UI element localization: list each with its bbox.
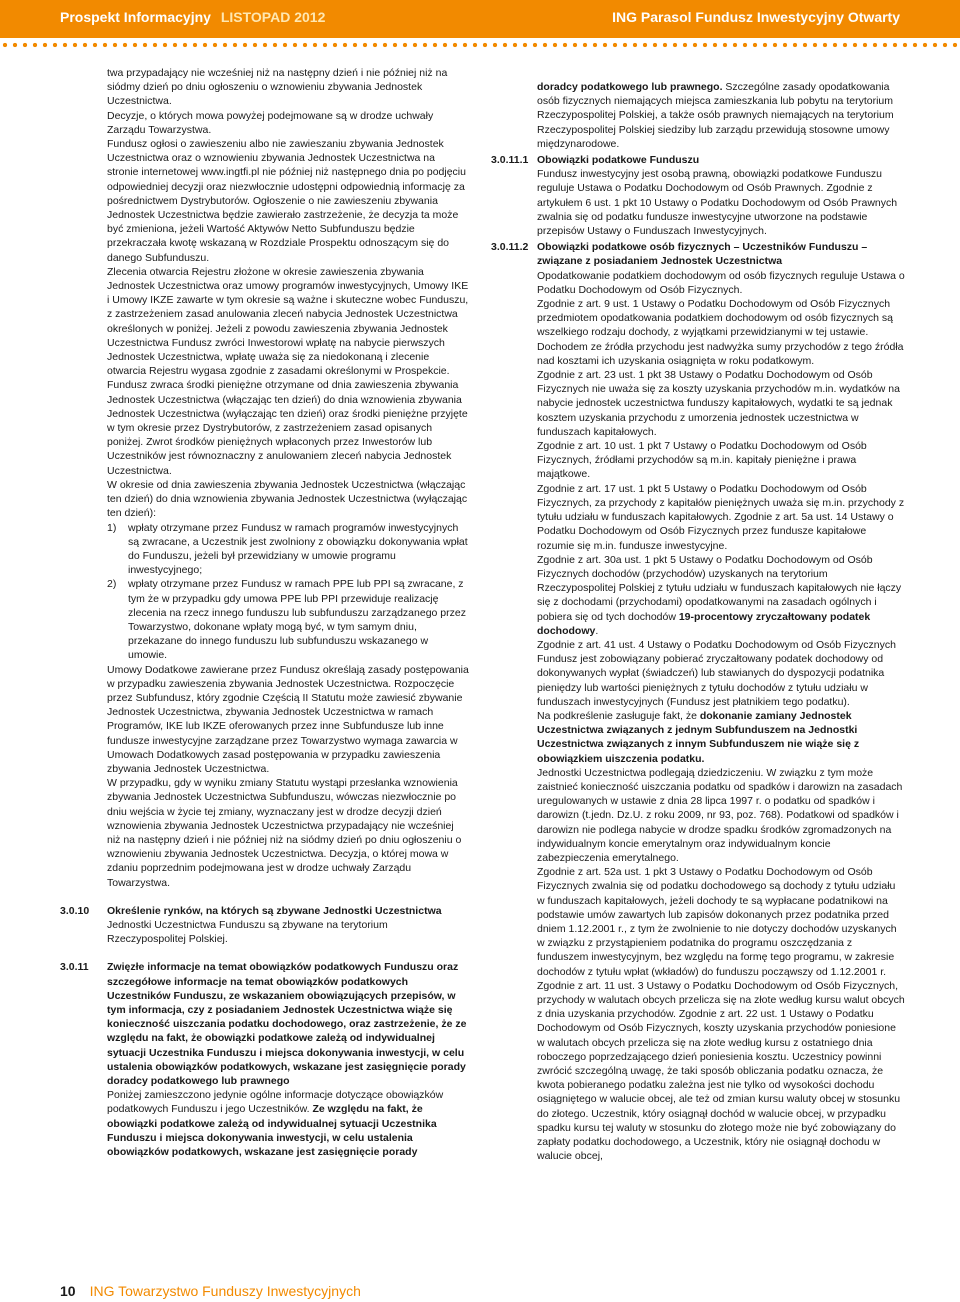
header-left xyxy=(60,9,325,25)
paragraph: Decyzje, o których mowa powyżej podejmowane są w drodze uchwały Zarządu Towarzystwa. xyxy=(107,109,434,136)
paragraph-text: Na podkreślenie zasługuje fakt, że xyxy=(537,709,700,722)
page-number: 10 xyxy=(60,1283,76,1299)
paragraph xyxy=(537,553,905,638)
list-number: 1) xyxy=(107,521,117,534)
list-item xyxy=(107,521,469,578)
paragraph: Zgodnie z art. 52a ust. 1 pkt 3 Ustawy o Podatku Dochodowym od Osób Fizycznych zwalnia się od podatku dochodowego są dochody z tytułu udziału w funduszach kapitałowych, jeżeli dochody te są wypłacane podatnikowi na podstawie umów zawartych lub zapisów dokonanych przez podatnika przed dniem 1.12.2001 r., z tym że zwolnienie to nie dotyczy dochodów uzyskanych w związku z przystąpieniem podatnika do programu oszczędzania z funduszem inwestycyjnym, bez względu na formę tego programu, w zakresie dochodów z tytułu wpłat (wkładów) do funduszu począwszy od 1.12.2001 r. xyxy=(537,866,897,978)
section-3-0-11-2 xyxy=(491,240,905,1163)
section-heading: Zwięzłe informacje na temat obowiązków podatkowych Funduszu oraz szczegółowe informacje na temat obowiązków podatkowych Uczestników Funduszu, ze wskazaniem obowiązujących przepisów, w tym informacja, czy z posiadaniem Jednostek Uczestnictwa wiąże się konieczność uiszczania podatku dochodowego, oraz zastrzeżenie, że ze względu na fakt, że obowiązki podatkowe zależą od indywidualnej sytuacji Uczestnika Funduszu i miejsca dokonywania inwestycji, w celu ustalenia obowiązków podatkowych, wskazane jest zasięgnięcie porady doradcy podatkowego lub prawnego xyxy=(107,961,467,1088)
section-number: 3.0.11.2 xyxy=(491,241,529,254)
section-body: Jednostki Uczestnictwa Funduszu są zbywane na terytorium Rzeczypospolitej Polskiej. xyxy=(107,918,388,946)
paragraph-bold: doradcy podatkowego lub prawnego. xyxy=(537,81,723,93)
section-heading: Określenie rynków, na których są zbywane Jednostki Uczestnictwa xyxy=(107,904,442,917)
section-body-bold: Ze względu na fakt, że obowiązki podatkowe zależą od indywidualnej sytuacji Uczestnika Funduszu i miejsca dokonywania inwestycji, w celu ustalenia obowiązków podatkowych, wskazane jest zasięgnięcie porady xyxy=(107,1103,437,1159)
section-number: 3.0.10 xyxy=(60,904,90,917)
paragraph: Zgodnie z art. 41 ust. 4 Ustawy o Podatku Dochodowym od Osób Fizycznych Fundusz jest zobowiązany pobierać zryczałtowany podatek dochodowy od dokonywanych wypłat (świadczeń) lub stawianych do dyspozycji podatnika pieniędzy lub wartości pieniężnych z tytułu dochodów z tytułu udziału w funduszach inwestycyjnych (Fundusz jest płatnikiem tego podatku). xyxy=(537,638,896,708)
dotted-divider xyxy=(0,40,960,50)
section-heading: Obowiązki podatkowe osób fizycznych – Uczestników Funduszu – związane z posiadaniem Jednostek Uczestnictwa xyxy=(537,241,868,268)
list-number: 2) xyxy=(107,578,117,591)
prospekt-title: Prospekt Informacyjny xyxy=(60,9,211,25)
paragraph: Umowy Dodatkowe zawierane przez Fundusz określają zasady postępowania w przypadku zawieszenia zbywania Jednostek Uczestnictwa. Rozpoczęcie przez Subfundusz, który zgodnie Częścią II Statutu może zawiesić zbywanie Jednostek Uczestnictwa, zbywania Jednostek Uczestnictwa w ramach Programów, IKE lub IKZE oferowanych przez inne Subfundusze lub inne fundusze inwestycyjne zarządzane przez Towarzystwo wymaga zawarcia w Umowach Dodatkowych zasad postępowania w przypadku zawieszenia zbywania Jednostek Uczestnictwa. xyxy=(107,663,469,775)
paragraph xyxy=(537,709,905,766)
paragraph-bold: dokonanie zamiany Jednostek Uczestnictwa związanych z jednym Subfunduszem na Jednostki Uczestnictwa związanych z innym Subfunduszem nie wiąże się z obowiązkiem uiszczenia podatku. xyxy=(537,709,860,765)
paragraph: W okresie od dnia zawieszenia zbywania Jednostek Uczestnictwa (włączając ten dzień) do dnia wznowienia zbywania Jednostek Uczestnictwa (wyłączając ten dzień): xyxy=(107,478,468,520)
section-number: 3.0.11.1 xyxy=(491,154,529,167)
section-body-text: Poniżej zamieszczono jedynie ogólne informacje dotyczące obowiązków podatkowych Funduszu i jego Uczestników. xyxy=(107,1089,444,1116)
prospekt-date: LISTOPAD 2012 xyxy=(220,9,326,25)
paragraph: Zlecenia otwarcia Rejestru złożone w okresie zawieszenia zbywania Jednostek Uczestnictwa oraz umowy programów inwestycyjnych, Umowy IKE i Umowy IKZE zawarte w tym okresie są ważne i skuteczne wobec Funduszu, z zastrzeżeniem zasad anulowania zleceń nabycia Jednostek Uczestnictwa określonych w poniżej. Jeżeli z powodu zawieszenia zbywania Jednostek Uczestnictwa Fundusz zwróci Inwestorowi wpłatę na nabycie pierwszych Jednostek Uczestnictwa, wpłatę uważa się za niedokonaną i zlecenie otwarcia Rejestru wygasa zgodnie z zasadami określonymi w Prospekcie. xyxy=(107,265,469,378)
section-3-0-11 xyxy=(60,960,469,1159)
paragraph-text: Szczególne zasady opodatkowania osób fizycznych niemających miejsca zamieszkania lub pobytu na terytorium Rzeczypospolitej Polskiej, a także osób prawnych niemających na terytorium Rzeczypospolitej Polskiej siedziby lub zarządu przewidują stosowne umowy międzynarodowe. xyxy=(537,81,894,150)
left-column xyxy=(60,66,469,1159)
paragraph: Jednostki Uczestnictwa podlegają dziedziczeniu. W związku z tym może zaistnieć konieczność uiszczania podatku od spadków i darowizn na zasadach uregulowanych w ustawie z dnia 28 lipca 1997 r. o podatku od spadków i darowizn (t.jedn. Dz.U. z roku 2009, nr 93, poz. 768). Podatkowi od spadków i darowizn nie podlega nabycie w drodze spadku środków zgromadzonych na indywidualnym koncie emerytalnym oraz indywidualnym koncie zabezpieczenia emerytalnego. xyxy=(537,766,903,864)
section-heading: Obowiązki podatkowe Funduszu xyxy=(537,154,700,167)
paragraph-end: . xyxy=(595,624,599,637)
section-body: Fundusz inwestycyjny jest osobą prawną, obowiązki podatkowe Funduszu reguluje Ustawa o Podatku Dochodowym od Osób Prawnych. Zgodnie z artykułem 6 ust. 1 pkt 10 Ustawy o Podatku Dochodowym od Osób Prawnych zwalnia się od podatku fundusze inwestycyjne utworzone na podstawie przepisów Ustawy o Funduszach Inwestycyjnych. xyxy=(537,168,898,238)
section-3-0-10 xyxy=(60,904,469,947)
list-item xyxy=(107,577,469,662)
list-text: wpłaty otrzymane przez Fundusz w ramach PPE lub PPI są zwracane, z tym że w przypadku gdy umowa PPE lub PPI przewiduje realizację zlecenia na rzecz innego funduszu lub subfunduszu zarządzanego przez Towarzystwo, dokonane wpłaty mogą być, w tym samym dniu, przekazane do innego funduszu lub subfunduszu wskazanego w umowie. xyxy=(128,578,466,662)
paragraph: Fundusz zwraca środki pieniężne otrzymane od dnia zawieszenia zbywania Jednostek Uczestnictwa (włączając ten dzień) do dnia wznowienia zbywania Jednostek Uczestnictwa (wyłączając ten dzień) oraz środki pieniężne przyjęte w tym okresie przez Dystrybutorów, z zastrzeżeniem zasad opisanych poniżej. Zwrot środków pieniężnych wpłaconych przez Inwestorów lub Uczestników jest równoznaczny z anulowaniem zleceń nabycia Jednostek Uczestnictwa. xyxy=(107,379,468,477)
header-bar xyxy=(0,0,960,38)
paragraph-bold: 19-procentowy zryczałtowany podatek dochodowy xyxy=(537,610,871,637)
section-number: 3.0.11 xyxy=(60,961,89,974)
paragraph: Zgodnie z art. 11 ust. 3 Ustawy o Podatku Dochodowym od Osób Fizycznych, przychody w walutach obcych przelicza się na złote według kursu walut obcych z dnia uzyskania przychodów. Zgodnie z art. 22 ust. 1 Ustawy o Podatku Dochodowym od Osób Fizycznych, koszty uzyskania przychodów poniesione w walutach obcych przelicza się na złote według kursu z ostatniego dnia roboczego poprzedzającego dzień poniesienia kosztu. Uczestnicy powinni zwrócić szczególną uwagę, że taki sposób obliczania podatku oznacza, że kwota pobieranego podatku zależna jest nie tylko od wysokości dochodu osiągniętego w walucie obcej, ale też od zmian kursu waluty obcej w stosunku do złotego. Uczestnik, który osiągnął dochód w walucie obcej, w przypadku spadku kursu tej waluty w stosunku do złotego może nie być zobowiązany do zapłaty podatku dochodowego, a Uczestnik, który nie osiągnął dochodu w walucie obcej, xyxy=(537,979,905,1163)
paragraph: Zgodnie z art. 23 ust. 1 pkt 38 Ustawy o Podatku Dochodowym od Osób Fizycznych nie uważa się za koszty uzyskania przychodów m.in. wydatków na nabycie jednostek uczestnictwa funduszy kapitałowych, wydatki te są jednak kosztem uzyskania przychodu z umorzenia jednostek uczestnictwa w funduszach kapitałowych. xyxy=(537,369,900,438)
paragraph: Zgodnie z art. 10 ust. 1 pkt 7 Ustawy o Podatku Dochodowym od Osób Fizycznych, źródłami przychodów są m.in. kapitały pieniężne i prawa majątkowe. xyxy=(537,440,867,481)
paragraph: Zgodnie z art. 9 ust. 1 Ustawy o Podatku Dochodowym od Osób Fizycznych przedmiotem opodatkowania podatkiem dochodowym od osób fizycznych są wszelkiego rodzaju dochody, z wyjątkami przewidzianymi w tej ustawie. Dochodem ze źródła przychodu jest nadwyżka sumy przychodów z tego źródła nad kosztami ich uzyskania osiągnięta w roku podatkowym. xyxy=(537,298,904,367)
paragraph: Opodatkowanie podatkiem dochodowym od osób fizycznych reguluje Ustawa o Podatku Dochodowym od Osób Fizycznych. xyxy=(537,269,905,296)
paragraph: Zgodnie z art. 17 ust. 1 pkt 5 Ustawy o Podatku Dochodowym od Osób Fizycznych, za przychody z kapitałów pieniężnych uważa się m.in. przychody z tytułu udziału w funduszach kapitałowych. Zgodnie z art. 5a ust. 14 Ustawy o Podatku Dochodowym od Osób Fizycznych przez fundusze kapitałowe rozumie się m.in. fundusze inwestycyjne. xyxy=(537,482,905,552)
list-text: wpłaty otrzymane przez Fundusz w ramach programów inwestycyjnych są zwracane, a Uczestnik jest zwolniony z obowiązku dokonywania wpłat do Funduszu, jeżeli był przewidziany w umowie programu inwestycyjnego; xyxy=(128,521,468,577)
section-3-0-11-1 xyxy=(491,153,905,238)
fund-name: ING Parasol Fundusz Inwestycyjny Otwarty xyxy=(612,9,900,25)
paragraph: W przypadku, gdy w wyniku zmiany Statutu wystąpi przesłanka wznowienia zbywania Jednostek Uczestnictwa Subfunduszu, wówczas niezwłocznie po dniu wejścia w życie tej zmiany, wyznaczany jest w drodze decyzji dzień wznowienia zbywania Jednostek Uczestnictwa przypadający nie wcześniej niż na następny dzień i nie później niż na siódmy dzień po dniu ogłoszeniu o wznowieniu zbywania Jednostek Uczestnictwa. Decyzja, o której mowa w zdaniu poprzednim podejmowana jest w drodze uchwały Zarządu Towarzystwa. xyxy=(107,777,462,889)
paragraph-text: Zgodnie z art. 30a ust. 1 pkt 5 Ustawy o Podatku Dochodowym od Osób Fizycznych dochodów (przychodów) uzyskanych na terytorium Rzeczypospolitej Polskiej z tytułu udziału w funduszach kapitałowych nie łączy się z dochodami (przychodami) opodatkowanymi na zasadach ogólnych i pobiera się od tych dochodów xyxy=(537,553,902,623)
footer-company: ING Towarzystwo Funduszy Inwestycyjnych xyxy=(89,1283,361,1299)
right-column xyxy=(491,80,905,1163)
paragraph: twa przypadający nie wcześniej niż na następny dzień i nie później niż na siódmy dzień po dniu ogłoszeniu o wznowieniu zbywania Jednostek Uczestnictwa. xyxy=(107,67,448,108)
paragraph xyxy=(537,80,905,151)
footer xyxy=(60,1283,361,1299)
section-body xyxy=(107,1088,469,1159)
paragraph: Fundusz ogłosi o zawieszeniu albo nie zawieszaniu zbywania Jednostek Uczestnictwa oraz o wznowieniu zbywania Jednostek Uczestnictwa na stronie internetowej www.ingtfi.pl nie później niż następnego dnia po podjęciu odpowiedniej decyzji oraz niezwłocznie udostępni odpowiednią informację za pośrednictwem Dystrybutorów. Ogłoszenie o nie zawieszeniu zbywania Jednostek Uczestnictwa będzie zawierało zastrzeżenie, że decyzja ta może być zmieniona, jeżeli Wartość Aktywów Netto Subfunduszu będzie przekraczała kwotę wskazaną w Rozdziale Prospektu odnoszącym się do danego Subfunduszu. xyxy=(107,138,466,264)
